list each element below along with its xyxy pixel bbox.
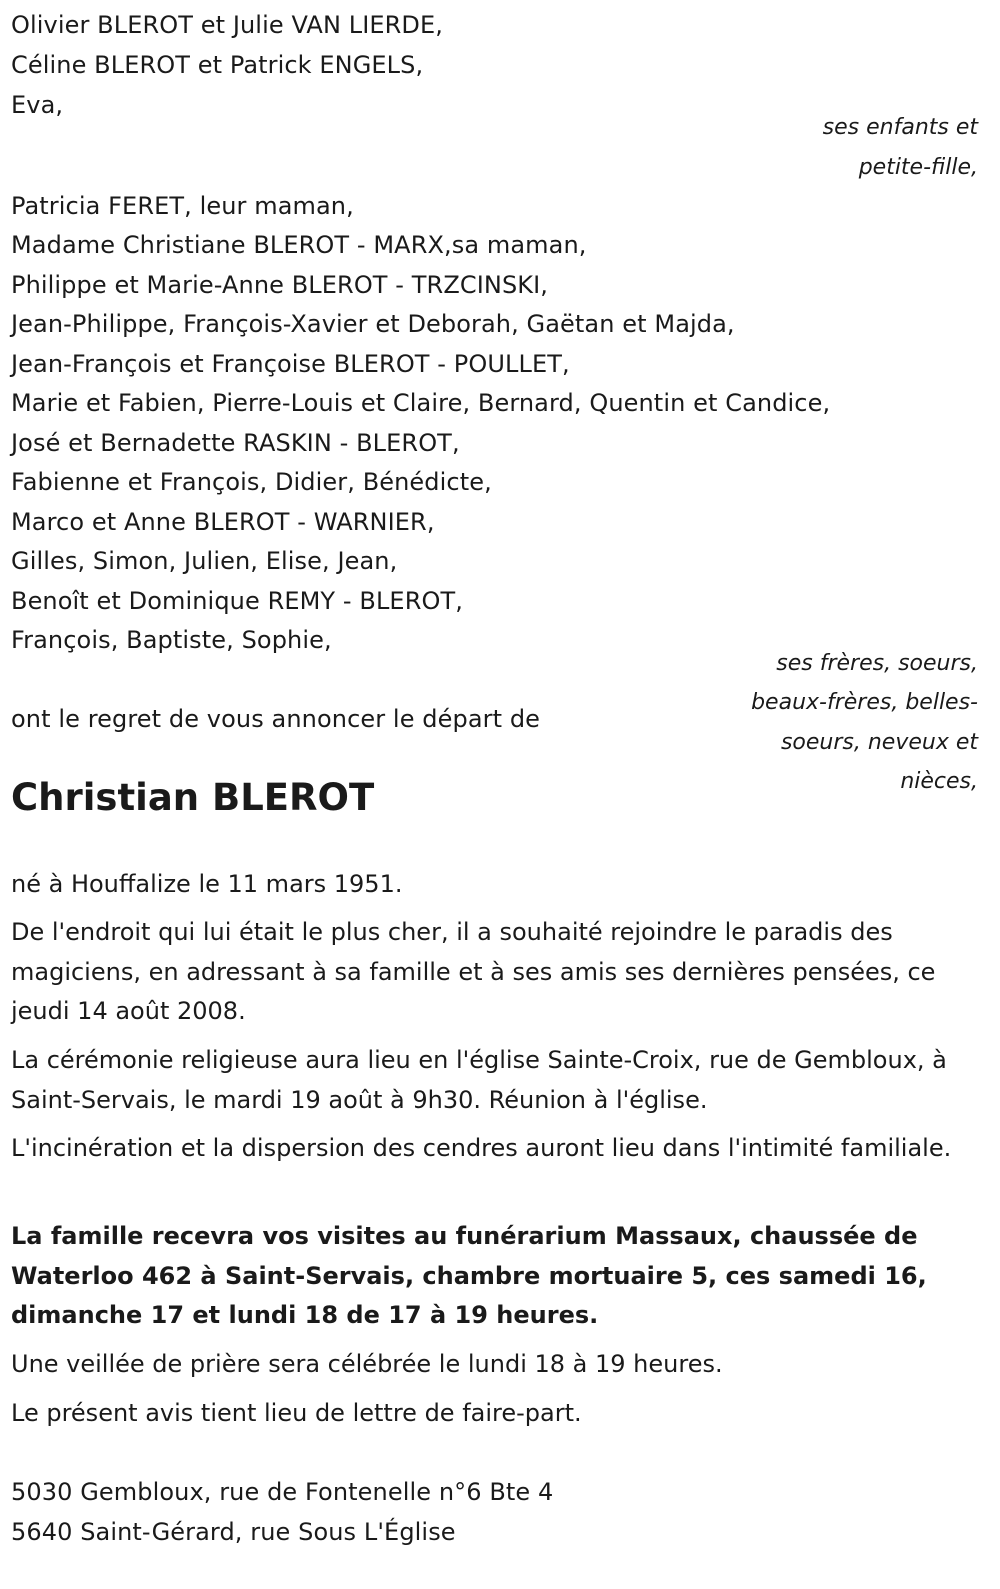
children-line: Eva, (11, 91, 64, 119)
children-note-line: petite-fille, (858, 155, 978, 180)
family-line: Gilles, Simon, Julien, Elise, Jean, (11, 547, 398, 575)
birth-paragraph: né à Houffalize le 11 mars 1951. (11, 870, 403, 898)
passing-paragraph: De l'endroit qui lui était le plus cher, il a souhaité rejoindre le paradis des magiciens, en adressant à sa famille et à ses amis ses dernières pensées, ce jeudi 14 août 2008. (11, 918, 936, 1025)
children-note-line: ses enfants et (822, 115, 978, 140)
cremation-paragraph: L'incinération et la dispersion des cendres auront lieu dans l'intimité familiale. (11, 1134, 952, 1162)
family-line: Jean-Philippe, François-Xavier et Deborah, Gaëtan et Majda, (11, 310, 735, 338)
family-note-line: soeurs, neveux et (780, 730, 978, 755)
family-line: Patricia FERET, leur maman, (11, 192, 354, 220)
family-note-line: ses frères, soeurs, (776, 651, 978, 676)
family-line: José et Bernadette RASKIN - BLEROT, (11, 429, 460, 457)
family-line: Jean-François et Françoise BLEROT - POULLET, (11, 350, 570, 378)
family-line: Madame Christiane BLEROT - MARX,sa maman, (11, 231, 587, 259)
children-line: Céline BLEROT et Patrick ENGELS, (11, 51, 424, 79)
family-line: Marco et Anne BLEROT - WARNIER, (11, 508, 435, 536)
family-line: Philippe et Marie-Anne BLEROT - TRZCINSKI, (11, 271, 549, 299)
visits-paragraph: La famille recevra vos visites au funérarium Massaux, chaussée de Waterloo 462 à Saint-Servais, chambre mortuaire 5, ces samedi 16, dimanche 17 et lundi 18 de 17 à 19 heures. (11, 1222, 927, 1329)
family-note-line: nièces, (900, 769, 978, 794)
deceased-name: Christian BLEROT (11, 776, 375, 819)
ceremony-paragraph: La cérémonie religieuse aura lieu en l'église Sainte-Croix, rue de Gembloux, à Saint-Servais, le mardi 19 août à 9h30. Réunion à l'église. (11, 1046, 947, 1114)
family-note-line: beaux-frères, belles- (751, 690, 978, 715)
notice-paragraph: Le présent avis tient lieu de lettre de faire-part. (11, 1399, 582, 1427)
family-line: François, Baptiste, Sophie, (11, 626, 332, 654)
family-line: Benoît et Dominique REMY - BLEROT, (11, 587, 463, 615)
family-line: Fabienne et François, Didier, Bénédicte, (11, 468, 492, 496)
announcement-line: ont le regret de vous annoncer le départ de (11, 705, 541, 733)
family-line: Marie et Fabien, Pierre-Louis et Claire, Bernard, Quentin et Candice, (11, 389, 831, 417)
address-line: 5640 Saint-Gérard, rue Sous L'Église (11, 1518, 456, 1546)
children-line: Olivier BLEROT et Julie VAN LIERDE, (11, 11, 443, 39)
vigil-paragraph: Une veillée de prière sera célébrée le lundi 18 à 19 heures. (11, 1350, 723, 1378)
address-line: 5030 Gembloux, rue de Fontenelle n°6 Bte 4 (11, 1478, 554, 1506)
